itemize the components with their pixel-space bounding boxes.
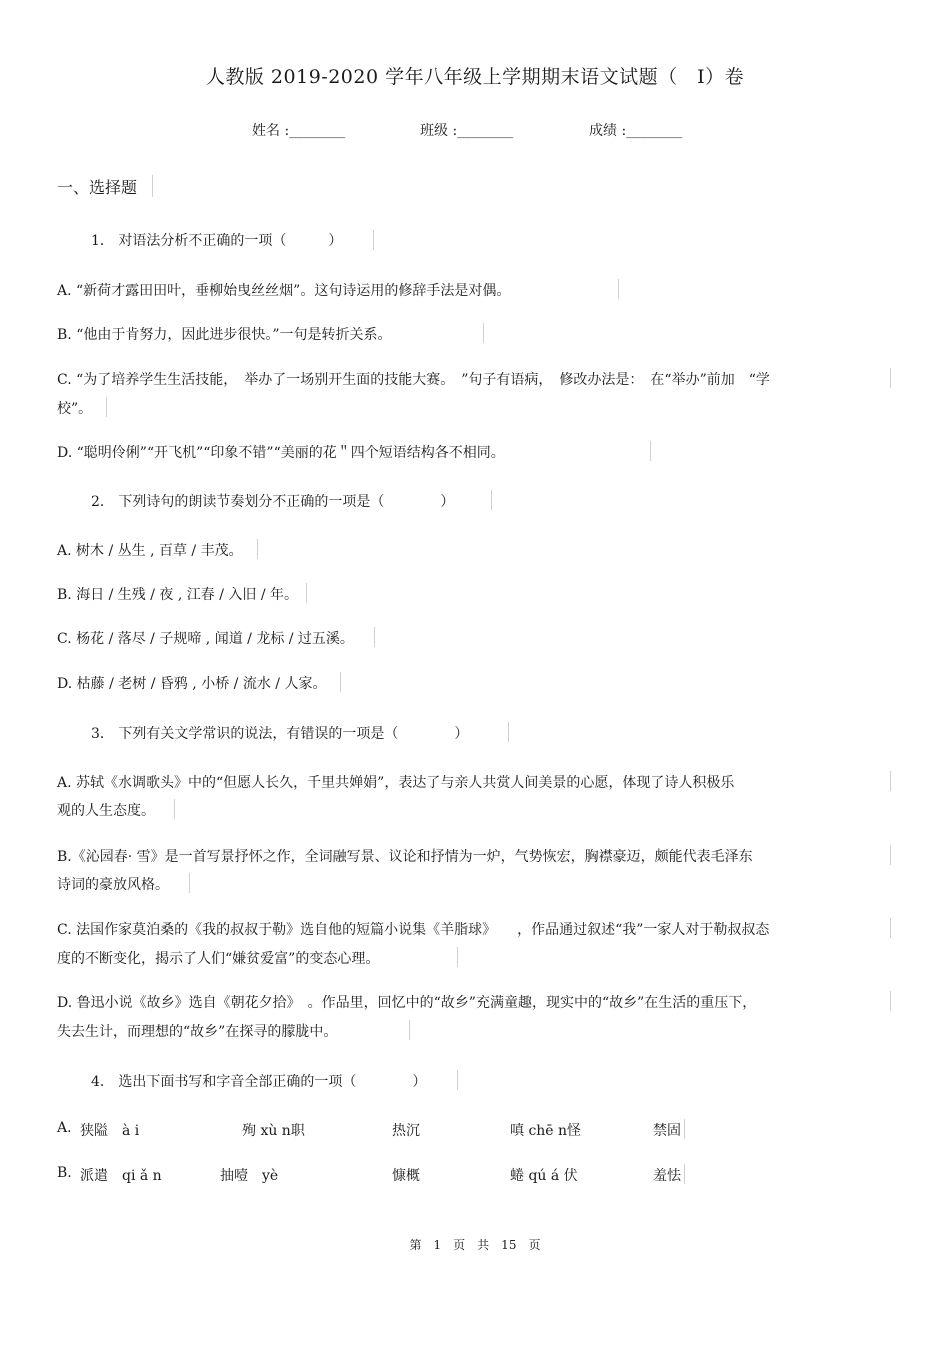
q4-option-a-cell-3: 热沉 bbox=[392, 1123, 420, 1139]
q3-option-b-line2: 诗词的豪放风格。 bbox=[57, 877, 169, 893]
q2-option-a: A. 树木 / 丛生 , 百草 / 丰茂。 bbox=[57, 543, 243, 559]
q4-option-a-cell-4: 嗔 chē n怪 bbox=[510, 1123, 582, 1139]
q4-option-b-cell-1: 派遣 qi ǎ n bbox=[80, 1168, 162, 1184]
q1-option-d: D. “聪明伶俐”“开飞机”“印象不错”“美丽的花＂四个短语结构各不相同。 bbox=[57, 445, 505, 461]
q4-option-a-cell-2: 殉 xù n职 bbox=[242, 1123, 305, 1139]
page-footer: 第 1 页 共 15 页 bbox=[409, 1238, 541, 1252]
q4-option-b-cell-4: 蜷 qú á 伏 bbox=[510, 1168, 578, 1184]
q1-option-c-line1: C. “为了培养学生生活技能， 举办了一场别开生面的技能大赛。 ”句子有语病， 修改办法是： 在“举办”前加 “学 bbox=[57, 372, 770, 388]
q3-option-c-line1: C. 法国作家莫泊桑的《我的叔叔于勒》选自他的短篇小说集《羊脂球》 ，作品通过叙述“我”一家人对于勒叔叔态 bbox=[57, 922, 770, 938]
q1-option-c-line2: 校”。 bbox=[57, 401, 93, 417]
class-field: 班级 :________ bbox=[420, 123, 514, 139]
q1-option-b: B. “他由于肯努力，因此进步很快。”一句是转折关系。 bbox=[57, 327, 392, 343]
score-field: 成绩 :________ bbox=[589, 123, 683, 139]
q4-option-b-cell-2: 抽噎 yè bbox=[220, 1168, 279, 1184]
q3-option-b-line1: B.《沁园春· 雪》是一首写景抒怀之作，全词融写景、议论和抒情为一炉，气势恢宏，胸襟豪迈，颇能代表毛泽东 bbox=[57, 849, 753, 865]
q1-option-a: A. “新荷才露田田叶，垂柳始曳丝丝烟”。这句诗运用的修辞手法是对偶。 bbox=[57, 283, 511, 299]
q2-option-b: B. 海日 / 生残 / 夜 , 江春 / 入旧 / 年。 bbox=[57, 587, 299, 603]
q2-option-d: D. 枯藤 / 老树 / 昏鸦 , 小桥 / 流水 / 人家。 bbox=[57, 676, 327, 692]
q3-option-d-line2: 失去生计，而理想的“故乡”在探寻的朦胧中。 bbox=[57, 1024, 338, 1040]
q3-option-c-line2: 度的不断变化，揭示了人们“嫌贫爱富”的变态心理。 bbox=[57, 951, 380, 967]
q4-option-a-cell-1: 狭隘 à i bbox=[80, 1123, 140, 1139]
section-title: 一、选择题 bbox=[57, 178, 138, 197]
question-1-stem: 1． 对语法分析不正确的一项（ ） bbox=[91, 233, 343, 249]
q4-option-a-label: A. bbox=[57, 1120, 72, 1136]
q4-option-b-label: B. bbox=[57, 1165, 72, 1181]
q4-option-a-cell-5: 禁固 bbox=[653, 1123, 681, 1139]
question-4-stem: 4． 选出下面书写和字音全部正确的一项（ ） bbox=[91, 1074, 427, 1090]
q3-option-d-line1: D. 鲁迅小说《故乡》选自《朝花夕拾》 。作品里，回忆中的“故乡”充满童趣，现实中的“故乡”在生活的重压下， bbox=[57, 995, 757, 1011]
q4-option-b-cell-5: 羞怯 bbox=[653, 1168, 681, 1184]
question-3-stem: 3． 下列有关文学常识的说法，有错误的一项是（ ） bbox=[91, 726, 469, 742]
question-2-stem: 2． 下列诗句的朗读节奏划分不正确的一项是（ ） bbox=[91, 494, 455, 510]
q3-option-a-line1: A. 苏轼《水调歌头》中的“但愿人长久，千里共婵娟”，表达了与亲人共赏人间美景的心愿，体现了诗人积极乐 bbox=[57, 775, 735, 791]
q3-option-a-line2: 观的人生态度。 bbox=[57, 803, 155, 819]
page-title: 人教版 2019-2020 学年八年级上学期期末语文试题（ I）卷 bbox=[205, 66, 745, 88]
name-field: 姓名 :________ bbox=[252, 123, 346, 139]
q4-option-b-cell-3: 慷概 bbox=[392, 1168, 420, 1184]
q2-option-c: C. 杨花 / 落尽 / 子规啼 , 闻道 / 龙标 / 过五溪。 bbox=[57, 631, 354, 647]
